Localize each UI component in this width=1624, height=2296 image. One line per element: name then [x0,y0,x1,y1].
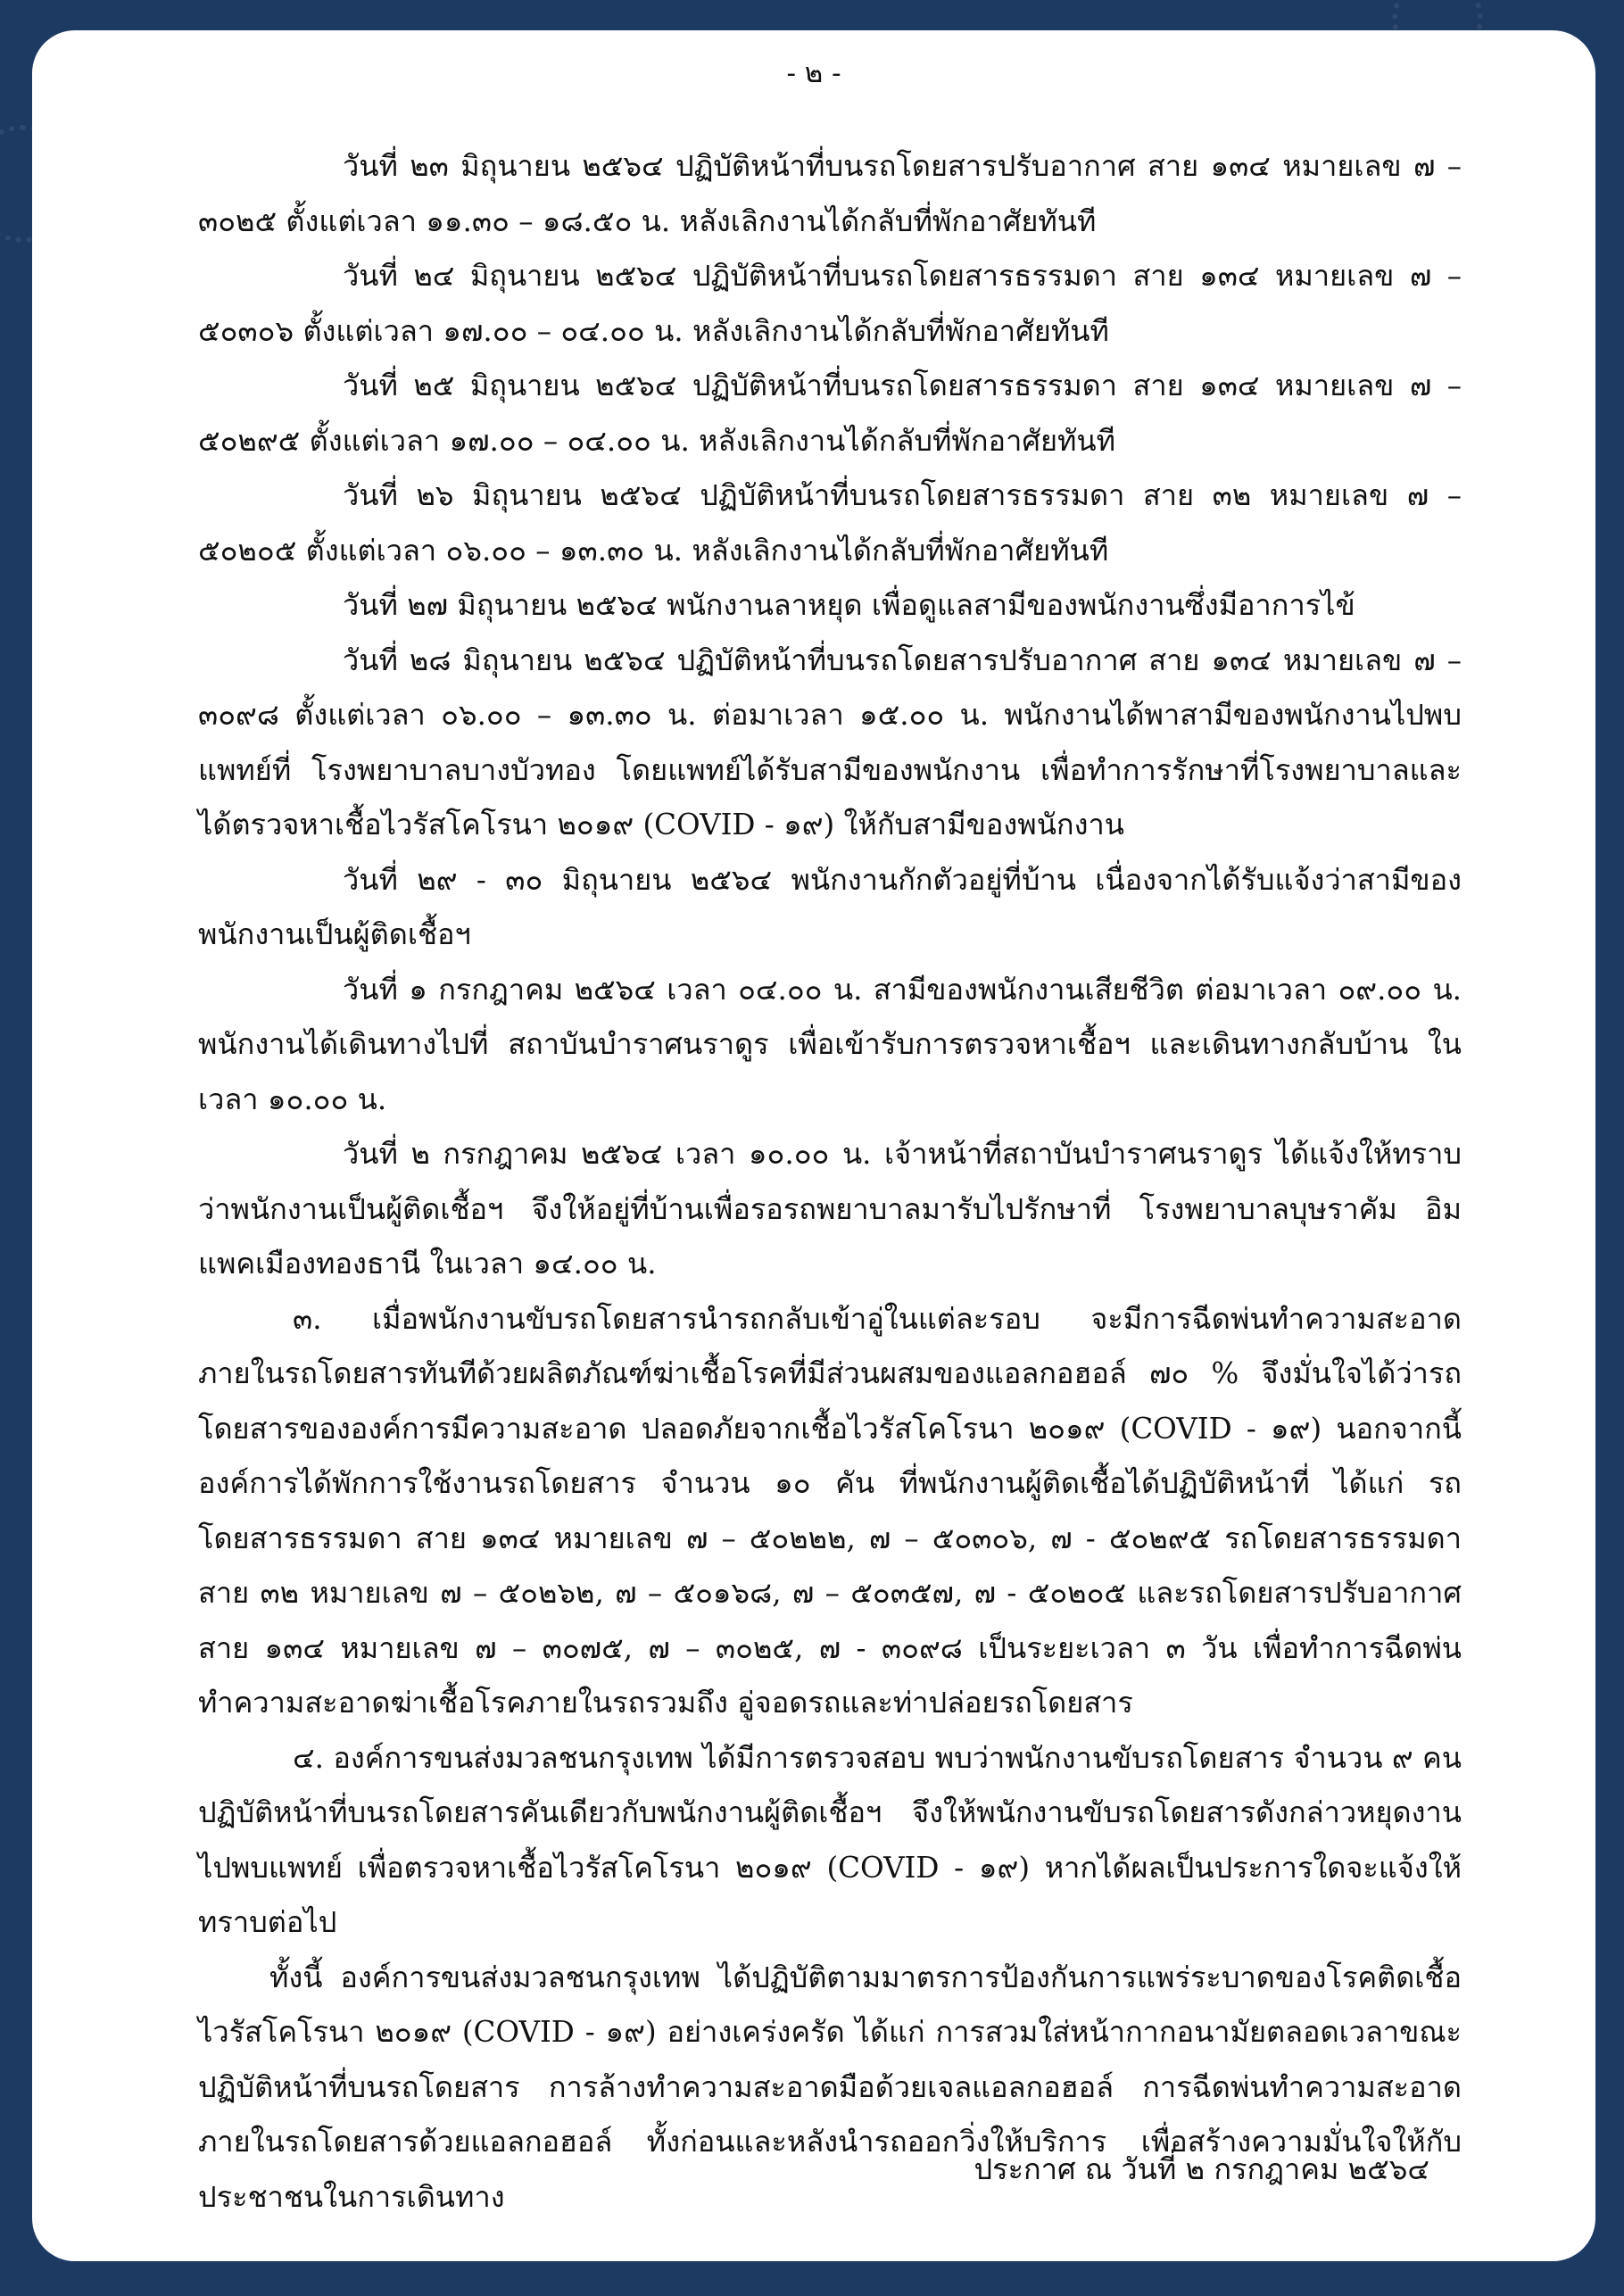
document-body [198,139,1462,2225]
paragraph-closing: ทั้งนี้ องค์การขนส่งมวลชนกรุงเทพ ได้ปฏิบัติตามมาตรการป้องกันการแพร่ระบาดของโรคติดเชื้อไวรัสโคโรนา ๒๐๑๙ (COVID - ๑๙) อย่างเคร่งครัด ได้แก่ การสวมใส่หน้ากากอนามัยตลอดเวลาขณะปฏิบัติหน้าที่บนรถโดยสาร การล้างทำความสะอาดมือด้วยเจลแอลกอฮอล์ การฉีดพ่นทำความสะอาดภายในรถโดยสารด้วยแอลกอฮอล์ ทั้งก่อนและหลังนำรถออกวิ่งให้บริการ เพื่อสร้างความมั่นใจให้กับประชาชนในการเดินทาง [198,1960,1462,2214]
paragraph-june-23: วันที่ ๒๓ มิถุนายน ๒๕๖๔ ปฏิบัติหน้าที่บนรถโดยสารปรับอากาศ สาย ๑๓๔ หมายเลข ๗ – ๓๐๒๕ ตั้งแต่เวลา ๑๑.๓๐ – ๑๘.๕๐ น. หลังเลิกงานได้กลับที่พักอาศัยทันที [198,149,1462,238]
paragraph-june-28: วันที่ ๒๘ มิถุนายน ๒๕๖๔ ปฏิบัติหน้าที่บนรถโดยสารปรับอากาศ สาย ๑๓๔ หมายเลข ๗ – ๓๐๙๘ ตั้งแต่เวลา ๐๖.๐๐ – ๑๓.๓๐ น. ต่อมาเวลา ๑๕.๐๐ น. พนักงานได้พาสามีของพนักงานไปพบแพทย์ที่ โรงพยาบาลบางบัวทอง โดยแพทย์ได้รับสามีของพนักงาน เพื่อทำการรักษาที่โรงพยาบาลและได้ตรวจหาเชื้อไวรัสโคโรนา ๒๐๑๙ (COVID - ๑๙) ให้กับสามีของพนักงาน [198,642,1462,841]
paragraph-june-26: วันที่ ๒๖ มิถุนายน ๒๕๖๔ ปฏิบัติหน้าที่บนรถโดยสารธรรมดา สาย ๓๒ หมายเลข ๗ – ๕๐๒๐๕ ตั้งแต่เวลา ๐๖.๐๐ – ๑๓.๓๐ น. หลังเลิกงานได้กลับที่พักอาศัยทันที [198,478,1462,568]
paragraph-item-4: ๔. องค์การขนส่งมวลชนกรุงเทพ ได้มีการตรวจสอบ พบว่าพนักงานขับรถโดยสาร จำนวน ๙ คน ปฏิบัติหน้าที่บนรถโดยสารคันเดียวกับพนักงานผู้ติดเชื้อฯ จึงให้พนักงานขับรถโดยสารดังกล่าวหยุดงานไปพบแพทย์ เพื่อตรวจหาเชื้อไวรัสโคโรนา ๒๐๑๙ (COVID - ๑๙) หากได้ผลเป็นประการใดจะแจ้งให้ทราบต่อไป [198,1740,1462,1939]
paragraph-june-25: วันที่ ๒๕ มิถุนายน ๒๕๖๔ ปฏิบัติหน้าที่บนรถโดยสารธรรมดา สาย ๑๓๔ หมายเลข ๗ – ๕๐๒๙๕ ตั้งแต่เวลา ๑๗.๐๐ – ๐๔.๐๐ น. หลังเลิกงานได้กลับที่พักอาศัยทันที [198,369,1462,458]
paragraph-july-2: วันที่ ๒ กรกฎาคม ๒๕๖๔ เวลา ๑๐.๐๐ น. เจ้าหน้าที่สถาบันบำราศนราดูร ได้แจ้งให้ทราบว่าพนักงานเป็นผู้ติดเชื้อฯ จึงให้อยู่ที่บ้านเพื่อรอรถพยาบาลมารับไปรักษาที่ โรงพยาบาลบุษราคัม อิมแพคเมืองทองธานี ในเวลา ๑๔.๐๐ น. [198,1137,1462,1281]
page-number: - ๒ - [786,57,841,89]
paragraph-item-3: ๓. เมื่อพนักงานขับรถโดยสารนำรถกลับเข้าอู่ในแต่ละรอบ จะมีการฉีดพ่นทำความสะอาดภายในรถโดยสารทันทีด้วยผลิตภัณฑ์ฆ่าเชื้อโรคที่มีส่วนผสมของแอลกอฮอล์ ๗๐ % จึงมั่นใจได้ว่ารถโดยสารขององค์การมีความสะอาด ปลอดภัยจากเชื้อไวรัสโคโรนา ๒๐๑๙ (COVID - ๑๙) นอกจากนี้ องค์การได้พักการใช้งานรถโดยสาร จำนวน ๑๐ คัน ที่พนักงานผู้ติดเชื้อได้ปฏิบัติหน้าที่ ได้แก่ รถโดยสารธรรมดา สาย ๑๓๔ หมายเลข ๗ – ๕๐๒๒๒, ๗ – ๕๐๓๐๖, ๗ - ๕๐๒๙๕ รถโดยสารธรรมดา สาย ๓๒ หมายเลข ๗ – ๕๐๒๖๒, ๗ – ๕๐๑๖๘, ๗ – ๕๐๓๕๗, ๗ - ๕๐๒๐๕ และรถโดยสารปรับอากาศ สาย ๑๓๔ หมายเลข ๗ – ๓๐๗๕, ๗ – ๓๐๒๕, ๗ - ๓๐๙๘ เป็นระยะเวลา ๓ วัน เพื่อทำการฉีดพ่นทำความสะอาดฆ่าเชื้อโรคภายในรถรวมถึง อู่จอดรถและท่าปล่อยรถโดยสาร [198,1301,1462,1720]
paragraph-june-24: วันที่ ๒๔ มิถุนายน ๒๕๖๔ ปฏิบัติหน้าที่บนรถโดยสารธรรมดา สาย ๑๓๔ หมายเลข ๗ – ๕๐๓๐๖ ตั้งแต่เวลา ๑๗.๐๐ – ๐๔.๐๐ น. หลังเลิกงานได้กลับที่พักอาศัยทันที [198,259,1462,348]
paragraph-june-27: วันที่ ๒๗ มิถุนายน ๒๕๖๔ พนักงานลาหยุด เพื่อดูแลสามีของพนักงานซึ่งมีอาการไข้ [343,588,1355,622]
announcement-date: ประกาศ ณ วันที่ ๒ กรกฎาคม ๒๕๖๔ [974,2152,1429,2186]
document-page [32,30,1595,2261]
paragraph-july-1: วันที่ ๑ กรกฎาคม ๒๕๖๔ เวลา ๐๔.๐๐ น. สามีของพนักงานเสียชีวิต ต่อมาเวลา ๐๙.๐๐ น. พนักงานได้เดินทางไปที่ สถาบันบำราศนราดูร เพื่อเข้ารับการตรวจหาเชื้อฯ และเดินทางกลับบ้าน ในเวลา ๑๐.๐๐ น. [198,972,1462,1116]
paragraph-june-29-30: วันที่ ๒๙ - ๓๐ มิถุนายน ๒๕๖๔ พนักงานกักตัวอยู่ที่บ้าน เนื่องจากได้รับแจ้งว่าสามีของพนักงานเป็นผู้ติดเชื้อฯ [198,862,1462,951]
